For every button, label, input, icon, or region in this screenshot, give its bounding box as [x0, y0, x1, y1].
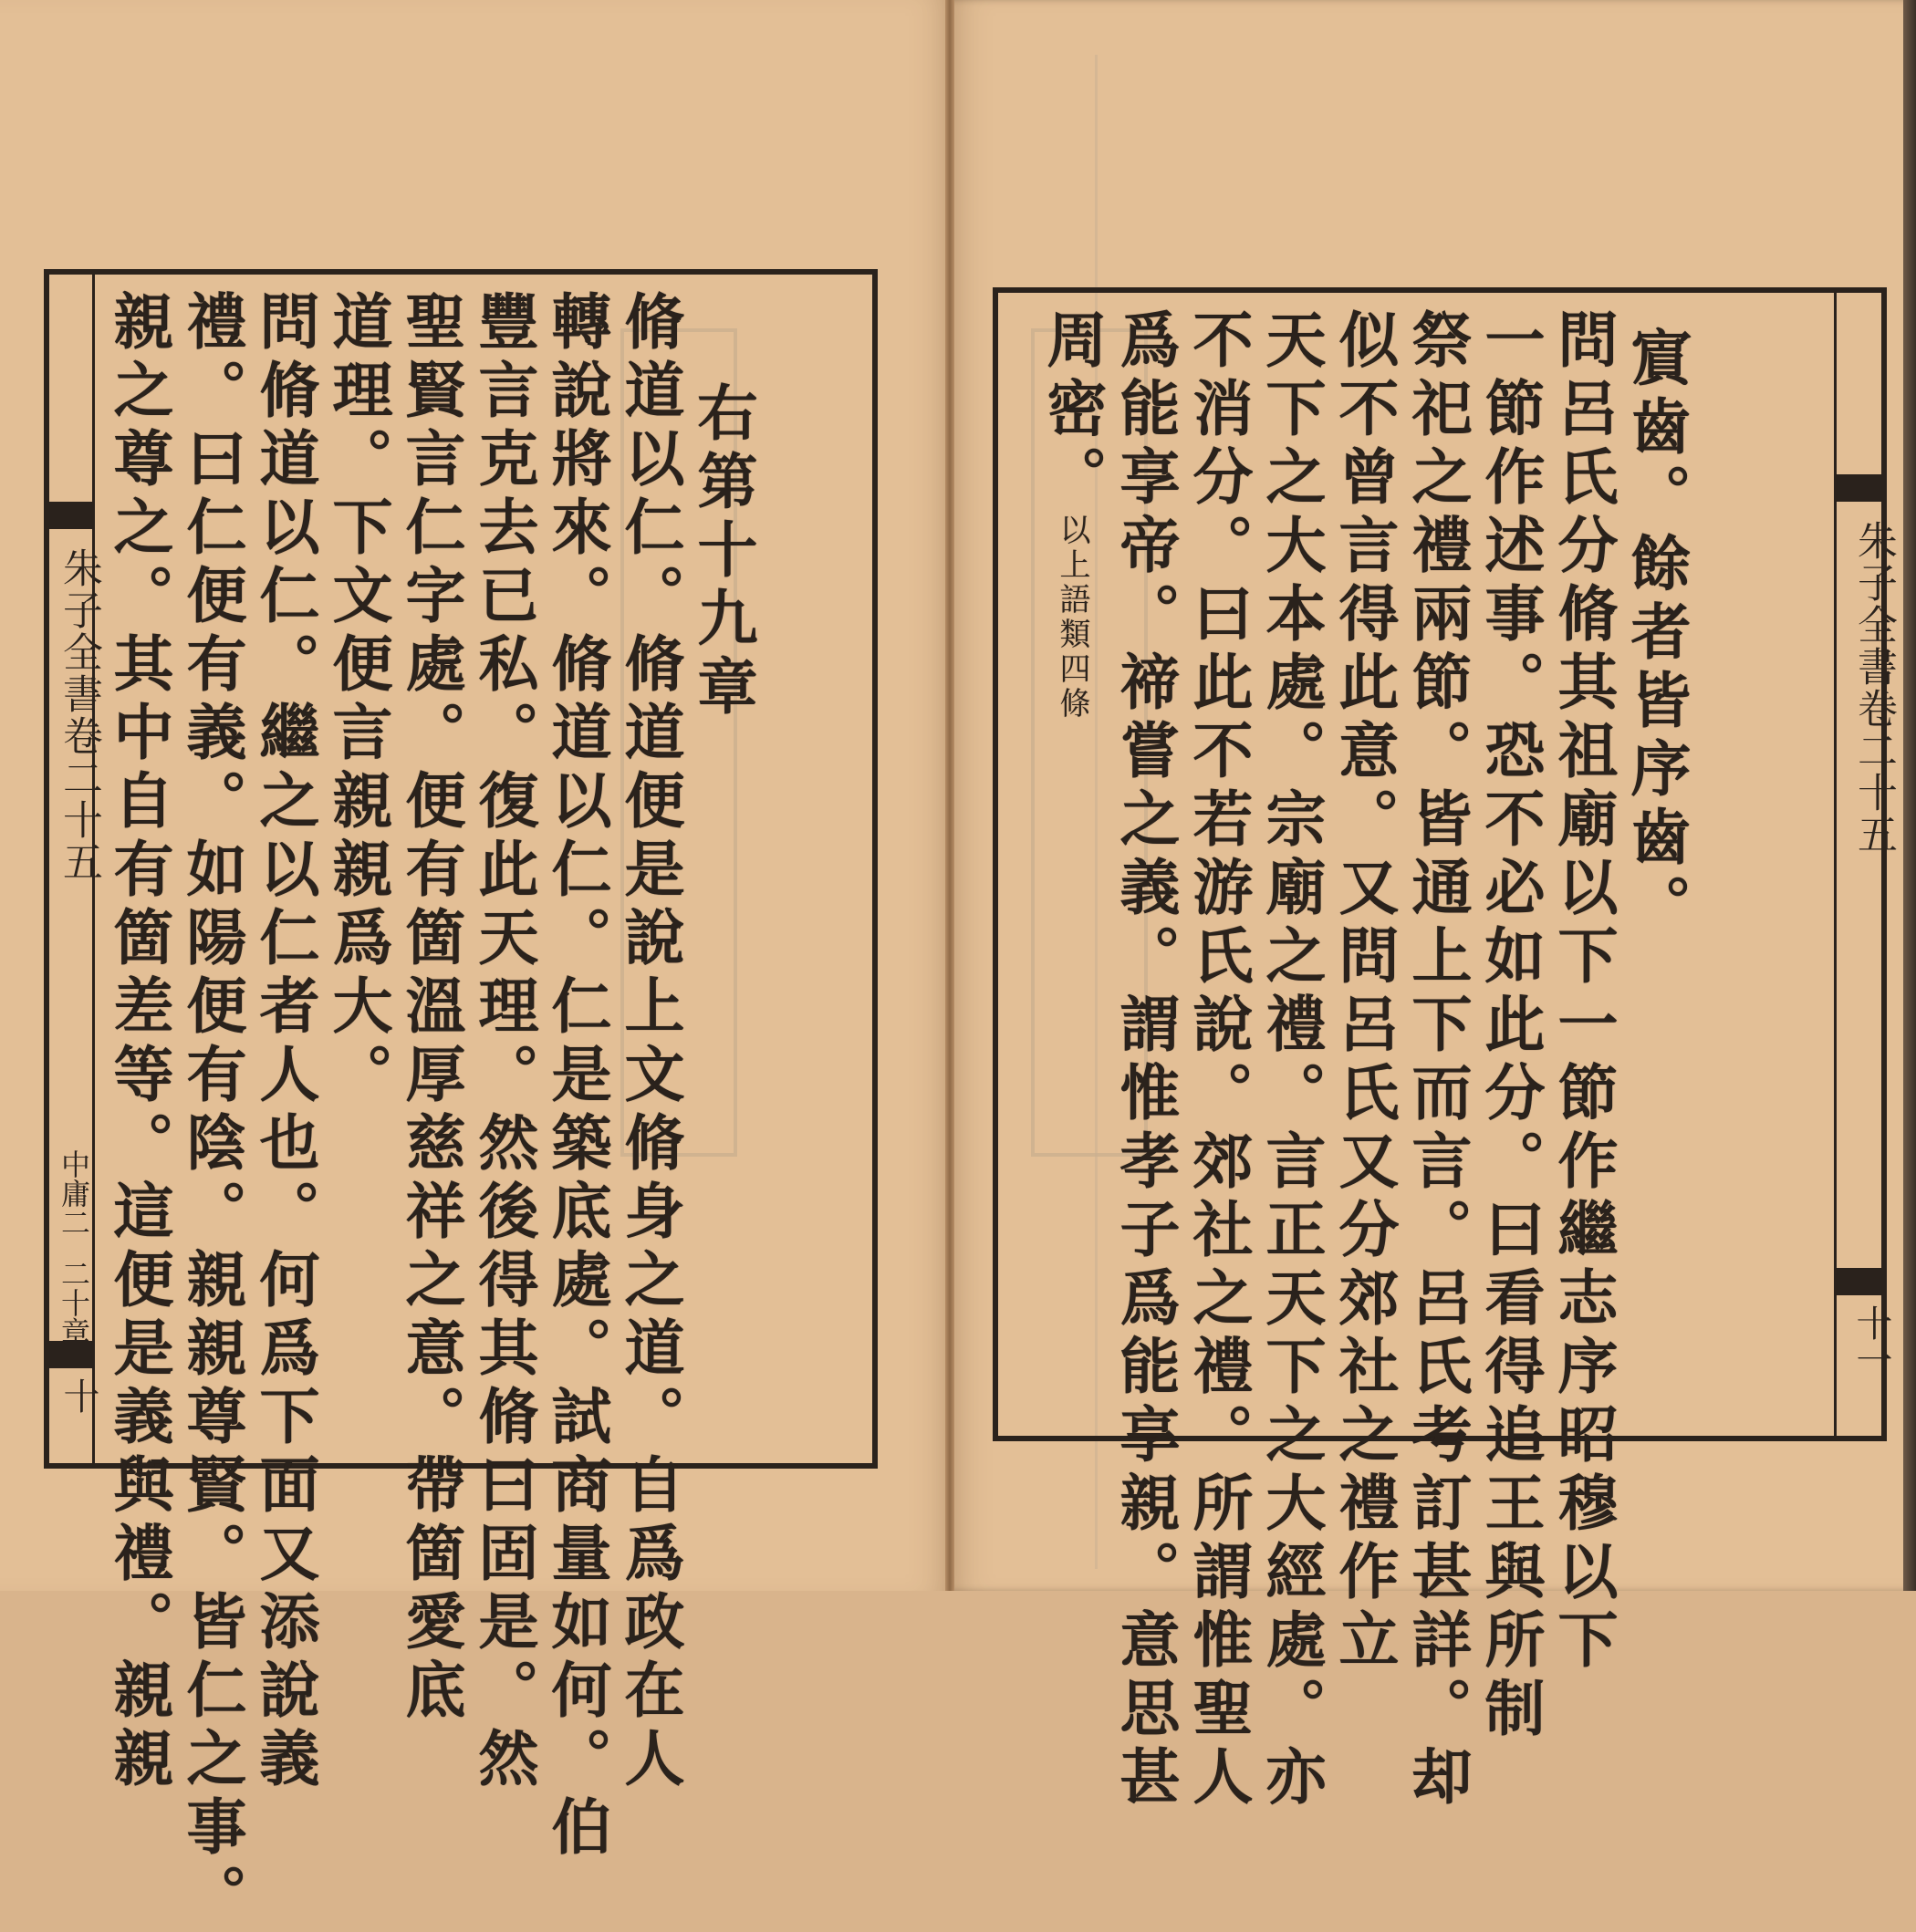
text-column: 親之尊之。其中自有箇差等。這便是義與禮。親親: [103, 290, 174, 1795]
fishtail-mark: [1837, 1268, 1887, 1295]
right-text-block: [1036, 308, 1692, 1813]
text-column: 賔齒。餘者皆序齒。: [1620, 327, 1692, 942]
margin-book-title: 朱子全書卷二十五: [1850, 520, 1897, 856]
source-note: 以上語類四條: [1054, 514, 1090, 722]
left-text-block: [102, 290, 759, 1932]
text-column: 轉說將來。脩道以仁。仁是築底處。試商量如何。伯: [541, 290, 612, 1864]
left-margin-strip: [44, 274, 102, 1464]
text-column: 道理。下文便言親親爲大。: [322, 290, 393, 1111]
right-margin-strip: [1834, 292, 1897, 1437]
text-column: 周密。: [1036, 308, 1108, 514]
text-column: 不消分。曰此不若游氏說。郊社之禮。所謂惟聖人: [1182, 308, 1254, 1813]
text-column: 問脩道以仁。繼之以仁者人也。何爲下面又添說義: [249, 290, 320, 1795]
margin-page-number: 十: [57, 1377, 99, 1414]
text-column: 一節作述事。恐不必如此分。曰看得追王與所制: [1474, 308, 1546, 1745]
margin-book-title: 朱子全書卷二十五: [56, 547, 102, 883]
book-gutter: [945, 0, 954, 1591]
text-column: 聖賢言仁字處。便有箇溫厚慈祥之意。帶箇愛底: [395, 290, 466, 1727]
text-column: 問呂氏分脩其祖廟以下一節作繼志序昭穆以下: [1547, 308, 1619, 1677]
fishtail-mark: [1837, 474, 1887, 502]
text-column: 豐言克去已私。復此天理。然後得其脩曰固是。然: [468, 290, 539, 1795]
text-column: 爲能享帝。禘嘗之義。謂惟孝子爲能享親。意思甚: [1109, 308, 1181, 1813]
text-column: 脩道以仁。脩道便是說上文脩身之道。自爲政在人: [614, 290, 685, 1795]
fishtail-mark: [44, 502, 92, 529]
margin-chapter: 二十章: [57, 1259, 91, 1346]
text-column: 右第十九章: [687, 381, 758, 723]
margin-page-number: 十一: [1850, 1304, 1892, 1377]
text-column: 祭祀之禮兩節。皆通上下而言。呂氏考訂甚詳。却: [1401, 308, 1473, 1813]
text-column-last: [1036, 308, 1108, 1430]
right-edge-shadow: [1903, 0, 1916, 1591]
text-column: 禮。曰仁便有義。如陽便有陰。親親尊賢。皆仁之事。: [176, 290, 247, 1932]
text-column: 天下之大本處。宗廟之禮。言正天下之大經處。亦: [1255, 308, 1327, 1813]
margin-section: 中庸二: [57, 1149, 91, 1237]
text-column: 似不曾言得此意。又問呂氏又分郊社之禮作立: [1328, 308, 1400, 1677]
fishtail-mark: [44, 1341, 92, 1368]
